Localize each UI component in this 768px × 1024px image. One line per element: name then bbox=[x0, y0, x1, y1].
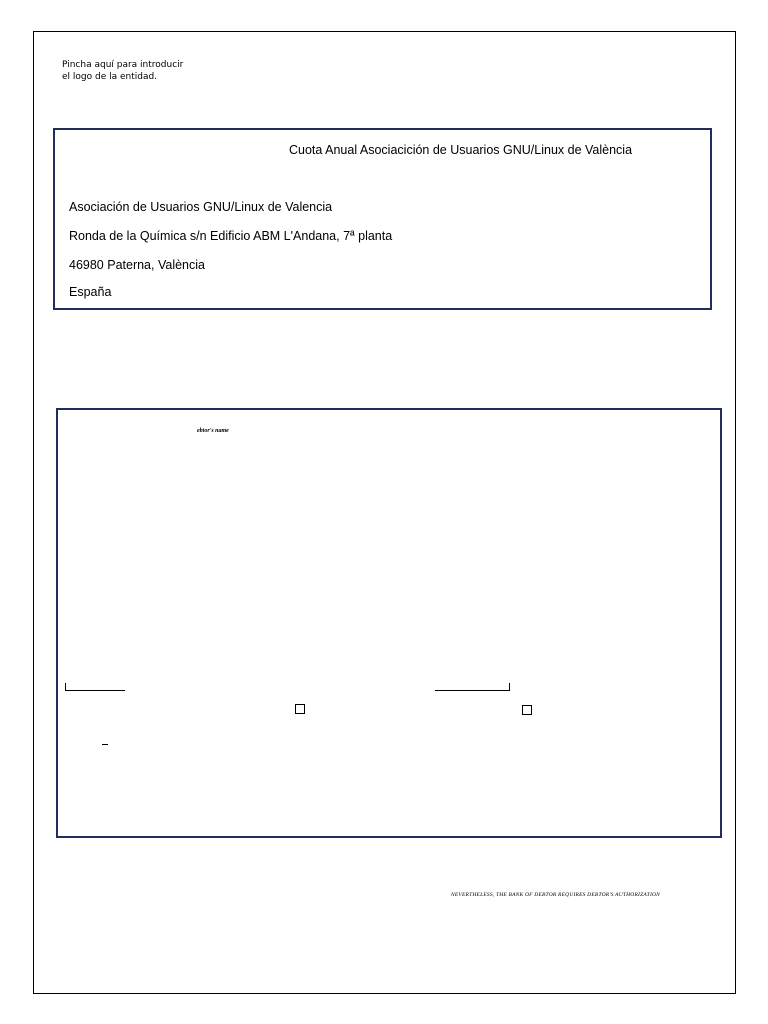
creditor-box bbox=[53, 128, 712, 310]
debtor-box bbox=[56, 408, 722, 838]
creditor-country: España bbox=[69, 285, 112, 299]
payment-type-checkbox-1[interactable] bbox=[295, 704, 305, 714]
creditor-city: 46980 Paterna, València bbox=[69, 258, 205, 272]
logo-hint-line-2: el logo de la entidad. bbox=[62, 72, 158, 82]
dash-mark bbox=[102, 744, 108, 745]
signature-line-left bbox=[65, 683, 125, 691]
logo-placeholder[interactable] bbox=[62, 59, 183, 83]
logo-hint-line-1: Pincha aquí para introducir bbox=[62, 60, 184, 70]
creditor-name: Asociación de Usuarios GNU/Linux de Valencia bbox=[69, 200, 333, 214]
debtor-name-label: ebtor's name bbox=[197, 428, 229, 434]
mandate-title: Cuota Anual Asociacición de Usuarios GNU/Linux de València bbox=[289, 143, 633, 157]
signature-line-right bbox=[435, 683, 510, 691]
payment-type-checkbox-2[interactable] bbox=[522, 705, 532, 715]
footer-note: NEVERTHELESS, THE BANK OF DEBTOR REQUIRES DEBTOR'S AUTHORIZATION bbox=[451, 892, 661, 898]
creditor-street: Ronda de la Química s/n Edificio ABM L'Andana, 7ª planta bbox=[69, 229, 393, 243]
